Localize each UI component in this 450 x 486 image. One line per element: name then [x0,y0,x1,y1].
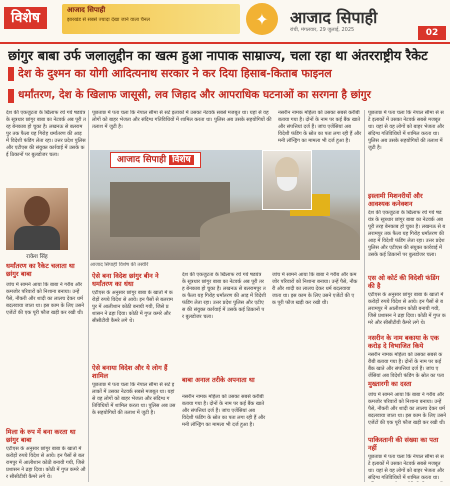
article-lead-2: नसरीन नामक महिला को उसका सबसे करीबी बताया गया है। दोनों के नाम पर कई बैंक खाते और संपत्तियां दर्ज हैं। जांच एजेंसियां अब विदेशी फंडिंग के स्रोत का पता लगा रही हैं और मनी लॉन्ड्रिंग का मामला भी दर्ज हुआ है। [278,110,362,144]
article-lead: पूछताछ में पता चला कि नेपाल सीमा से सटे इलाकों में उसका नेटवर्क सबसे मजबूत था। यहां से वह लोगों को बाहर भेजता और संदिग्ध गतिविधियों में शामिल करता था। पुलिस अब उसके सहयोगियों की तलाश में जुटी है। [92,110,272,130]
brand-strip [62,4,240,34]
photo-label [110,152,201,168]
sub-headline-1: देश के दुश्मन का योगी आदित्यनाथ सरकार ने कर दिया हिसाब-किताब फाइनल [18,67,332,80]
author-photo [6,188,68,250]
sub-headline-2: धर्मांतरण, देश के खिलाफ जासूसी, लव जिहाद और आपराधिक घटनाओं का सरगना है छांगुर [18,89,371,101]
article-column-5d: नसरीन नामक महिला को उसका सबसे करीबी बताया गया है। दोनों के नाम पर कई बैंक खाते और संपत्तियां दर्ज हैं। जांच एजेंसियां अब विदेशी फंडिंग के स्रोत का पता [368,352,444,378]
page-number: 02 [418,26,446,40]
main-headline: छांगुर बाबा उर्फ जलालुद्दीन का खत्म हुआ नापाक साम्राज्य, चला रहा था अंतरराष्ट्रीय रैकेट [8,49,428,64]
subhead-1: धर्मांतरण का रैकेट चलाता था छांगुर बाबा [6,262,75,278]
article-column-5f: पूछताछ में पता चला कि नेपाल सीमा से सटे इलाकों में उसका नेटवर्क सबसे मजबूत था। यहां से वह लोगों को बाहर भेजता और संदिग्ध गतिविधियों में शामिल करता था। [368,454,445,481]
logo-icon: ✦ [246,3,278,35]
article-column-5e: जांच में सामने आया कि बाबा ने गरीब और कमजोर परिवारों को निशाना बनाया। उन्हें पैसे, नौकरी और शादी का लालच देकर धर्म बदलवाया जाता था। इस काम के लिए उसने एजेंटों की एक पूरी फौज खड़ी कर रखी थी। [368,392,446,426]
photo-label-tag: विशेष [169,155,194,165]
subhead-3: ऐसे बनाया विदेश और ये लोग हैं शामिल [92,364,168,380]
subhead-6: इस्लामी मिशनरीयों और आवश्यक कनेक्शन [368,192,423,208]
column-divider [88,110,89,482]
subhead-2: ऐसे बना विदेश छांगुर बीन ने धर्मांतरण का धंधा [92,272,159,288]
photo-caption: आजाद सिपाही विशेष की तस्वीरें [90,262,149,268]
brand-tagline: झारखंड से सबसे ज्यादा देखा जाने वाला चैनल [67,17,150,23]
photo-label-text: आजाद सिपाही [117,155,167,165]
subhead-10: पाकिस्तानी की संख्या का पता नहीं [368,436,439,452]
article-column-1b: जांच में सामने आया कि बाबा ने गरीब और कमजोर परिवारों को निशाना बनाया। उन्हें पैसे, नौकरी और शादी का लालच देकर धर्म बदलवाया जाता था। इस काम के लिए उसने एजेंटों की एक पूरी फौज खड़ी कर रखी थी। [6,282,84,316]
edition-date: रांची, मंगलवार, 29 जुलाई, 2025 [290,27,355,33]
article-column-3b: नसरीन नामक महिला को उसका सबसे करीबी बताया गया है। दोनों के नाम पर कई बैंक खाते और संपत्तियां दर्ज हैं। जांच एजेंसियां अब विदेशी फंडिंग के स्रोत का पता लगा रही हैं और मनी लॉन्ड्रिंग का मामला भी दर्ज हुआ है। [182,394,266,428]
headline-marker [8,89,14,103]
subhead-7: एस ओ कोर्ट की विदेशी फंडिंग की है [368,274,440,290]
inset-portrait [262,150,312,210]
article-column-2b: पूछताछ में पता चला कि नेपाल सीमा से सटे इलाकों में उसका नेटवर्क सबसे मजबूत था। यहां से वह लोगों को बाहर भेजता और संदिग्ध गतिविधियों में शामिल करता था। पुलिस अब उसके सहयोगियों की तलाश में जुटी है। [92,382,176,416]
subhead-9: मुख्तारगी का दस्ता [368,380,412,388]
subhead-5: बाबा अनाल तरीके अपनाता था [182,376,255,384]
section-tag: विशेष [4,7,47,29]
article-column-5: पूछताछ में पता चला कि नेपाल सीमा से सटे इलाकों में उसका नेटवर्क सबसे मजबूत था। यहां से वह लोगों को बाहर भेजता और संदिग्ध गतिविधियों में शामिल करता था। पुलिस अब उसके सहयोगियों की तलाश में जुटी है। [368,110,445,151]
author-caption: राकेश सिंह [26,254,48,260]
article-column-4: जांच में सामने आया कि बाबा ने गरीब और कमजोर परिवारों को निशाना बनाया। उन्हें पैसे, नौकरी और शादी का लालच देकर धर्म बदलवाया जाता था। इस काम के लिए उसने एजेंटों की एक पूरी फौज खड़ी कर रखी थी। [272,272,358,306]
article-column-5b: देश की एकजुटता के खिलाफ रचे गये षडयंत्र के सूत्रधार छांगुर बाबा का नेटवर्क अब पूरी तरह बेनकाब हो चुका है। लखनऊ से बलरामपुर तक फैला यह गिरोह धर्मांतरण की आड़ में विदेशी फंडिंग लेता रहा। उत्तर प्रदेश पुलिस और एटीएस की संयुक्त कार्रवाई में उसके कई ठिकानों पर बुलडोजर चला। [368,210,446,258]
column-divider [364,110,365,482]
paper-name: आजाद सिपाही [290,8,378,27]
subhead-4: मिला के रुप में बना करता था छांगुर बाबा [6,428,76,444]
article-column-1c: एटीएस के अनुसार छांगुर बाबा के खातों में करोड़ों रुपये विदेश से आये। इन पैसों से बलरामपुर में आलीशान कोठी बनायी गयी, जिसे प्रशासन ने ढहा दिया। कोठी में गुप्त कमरे और सीसीटीवी कैमरे लगे थे। [6,446,86,480]
subhead-8: नसरीन के नाम बकाया के एक करोड़ दे विभाजित किये [368,334,439,350]
article-column-5c: एटीएस के अनुसार छांगुर बाबा के खातों में करोड़ों रुपये विदेश से आये। इन पैसों से बलरामपुर में आलीशान कोठी बनायी गयी, जिसे प्रशासन ने ढहा दिया। कोठी में गुप्त कमरे और सीसीटीवी कैमरे लगे थे। [368,292,446,326]
article-column-2: एटीएस के अनुसार छांगुर बाबा के खातों में करोड़ों रुपये विदेश से आये। इन पैसों से बलरामपुर में आलीशान कोठी बनायी गयी, जिसे प्रशासन ने ढहा दिया। कोठी में गुप्त कमरे और सीसीटीवी कैमरे लगे थे। [92,290,173,324]
brand-mini-title: आजाद सिपाही [67,6,106,14]
headline-marker [8,67,14,81]
masthead [0,0,450,44]
article-column-3: देश की एकजुटता के खिलाफ रचे गये षडयंत्र के सूत्रधार छांगुर बाबा का नेटवर्क अब पूरी तरह बेनकाब हो चुका है। लखनऊ से बलरामपुर तक फैला यह गिरोह धर्मांतरण की आड़ में विदेशी फंडिंग लेता रहा। उत्तर प्रदेश पुलिस और एटीएस की संयुक्त कार्रवाई में उसके कई ठिकानों पर बुलडोजर चला। [182,272,266,320]
article-column-1: देश की एकजुटता के खिलाफ रचे गये षडयंत्र के सूत्रधार छांगुर बाबा का नेटवर्क अब पूरी तरह बेनकाब हो चुका है। लखनऊ से बलरामपुर तक फैला यह गिरोह धर्मांतरण की आड़ में विदेशी फंडिंग लेता रहा। उत्तर प्रदेश पुलिस और एटीएस की संयुक्त कार्रवाई में उसके कई ठिकानों पर बुलडोजर चला। [6,110,86,158]
